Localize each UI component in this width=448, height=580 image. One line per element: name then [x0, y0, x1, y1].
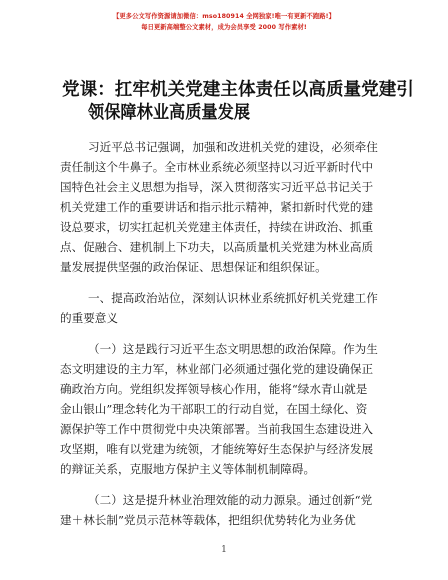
body-text-line: 攻坚期，唯有以党建为统领，才能统筹好生态保护与经济发展: [60, 442, 374, 456]
body-text-line: 的辩证关系，克服地方保护主义等体制机制障碍。: [60, 462, 316, 476]
body-text-line: 设总要求，切实扛起机关党建主体责任，持续在讲政治、抓重: [60, 220, 374, 234]
body-text-line: （二）这是提升林业治理效能的动力源泉。通过创新“党: [88, 493, 373, 507]
body-text-line: 国特色社会主义思想为指导，深入贯彻落实习近平总书记关于: [60, 180, 374, 194]
section-heading-line: 的重要意义: [60, 311, 118, 325]
body-text-line: （一）这是践行习近平生态文明思想的政治保障。作为生: [88, 342, 378, 356]
body-text-line: 确政治方向。党组织发挥领导核心作用，能将“绿水青山就是: [60, 382, 368, 396]
promo-banner-line-2: 每日更新高端整公文素材，成为会员享受 2000 写作素材!: [141, 23, 307, 31]
page-number: 1: [221, 545, 227, 555]
body-text-line: 点、促融合、建机制上下功夫，以高质量机关党建为林业高质: [60, 240, 374, 254]
body-text-line: 量发展提供坚强的政治保证、思想保证和组织保证。: [60, 260, 327, 274]
body-text-line: 责任制这个牛鼻子。全市林业系统必须坚持以习近平新时代中: [60, 160, 374, 174]
document-title-line-2: 领保障林业高质量发展: [88, 103, 251, 123]
body-text-line: 建＋林长制”党员示范林等载体，把组织优势转化为业务优: [60, 513, 356, 527]
body-text-line: 金山银山”理念转化为干部职工的行动自觉，在国土绿化、资: [60, 402, 368, 416]
body-text-line: 源保护等工作中贯彻党中央决策部署。当前我国生态建设进入: [60, 422, 374, 436]
body-text-line: 习近平总书记强调，加强和改进机关党的建设，必须牵住: [88, 140, 378, 154]
promo-banner-line-1: 【更多公文写作资源请加微信：mso180914 全网独家!唯一有更新不跑路!】: [113, 12, 335, 20]
body-text-line: 机关党建工作的重要讲话和指示批示精神，紧扣新时代党的建: [60, 200, 374, 214]
document-title-line-1: 党课：扛牢机关党建主体责任以高质量党建引: [62, 80, 414, 100]
section-heading-line: 一、提高政治站位，深刻认识林业系统抓好机关党建工作: [88, 291, 378, 305]
body-text-line: 态文明建设的主力军，林业部门必须通过强化党的建设确保正: [60, 362, 374, 376]
